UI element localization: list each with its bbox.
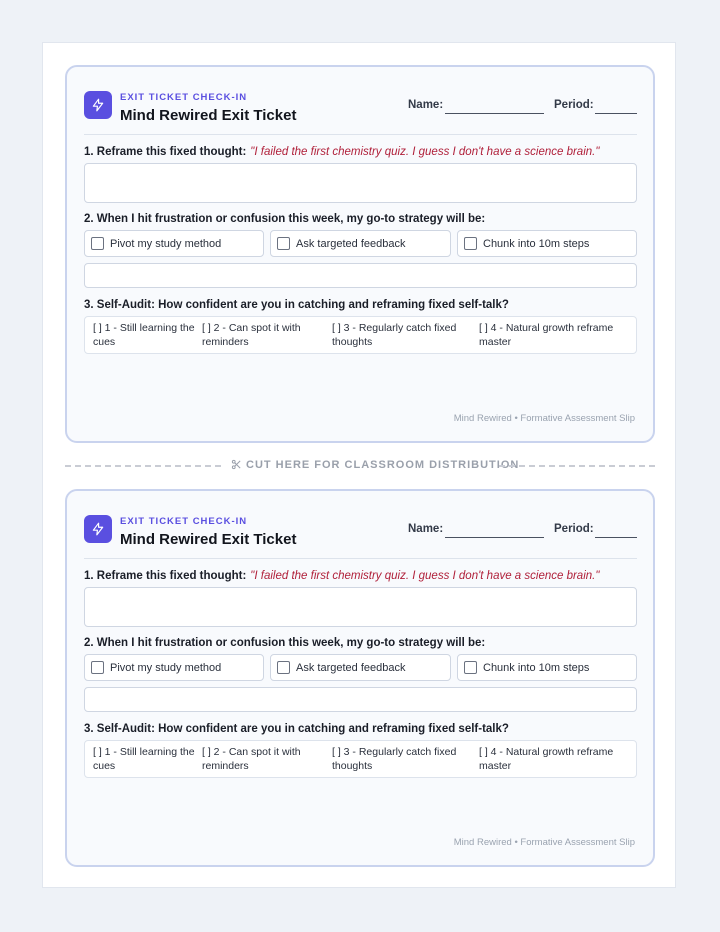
ticket-title: Mind Rewired Exit Ticket xyxy=(120,107,297,124)
cut-label xyxy=(231,459,520,471)
option-label: Ask targeted feedback xyxy=(296,661,406,674)
checkbox[interactable] xyxy=(91,661,104,674)
period-field[interactable] xyxy=(595,113,637,114)
checkbox[interactable] xyxy=(91,237,104,250)
scissors-icon xyxy=(231,459,246,471)
name-field[interactable] xyxy=(445,113,544,114)
dashed-divider xyxy=(65,465,221,467)
ticket-footer: Mind Rewired • Formative Assessment Slip xyxy=(453,837,635,848)
question-1 xyxy=(84,570,599,582)
checkbox[interactable] xyxy=(464,661,477,674)
confidence-scale xyxy=(84,316,637,354)
confidence-scale xyxy=(84,740,637,778)
question-1 xyxy=(84,146,599,158)
checkbox[interactable] xyxy=(464,237,477,250)
ticket-kicker: EXIT TICKET CHECK-IN xyxy=(120,516,248,527)
option-label: Chunk into 10m steps xyxy=(483,661,590,674)
cut-label-text: CUT HERE FOR CLASSROOM DISTRIBUTION xyxy=(246,459,520,471)
reframe-answer-box[interactable] xyxy=(84,587,637,627)
header-divider xyxy=(84,134,637,135)
ticket-title: Mind Rewired Exit Ticket xyxy=(120,531,297,548)
scale-option-1[interactable]: [ ] 1 - Still learning the cues xyxy=(93,322,195,348)
ticket-footer: Mind Rewired • Formative Assessment Slip xyxy=(453,413,635,424)
exit-ticket-card xyxy=(65,65,655,443)
fixed-thought-quote: "I failed the first chemistry quiz. I guess I don't have a science brain." xyxy=(250,570,600,582)
checkbox[interactable] xyxy=(277,237,290,250)
period-label: Period: xyxy=(554,99,594,111)
option-ask-targeted-feedback[interactable] xyxy=(270,654,451,681)
strategy-answer-box[interactable] xyxy=(84,687,637,712)
scale-option-4[interactable]: [ ] 4 - Natural growth reframe master xyxy=(479,746,614,772)
lightning-icon xyxy=(84,91,112,119)
question-3-label: 3. Self-Audit: How confident are you in catching and reframing fixed self-talk? xyxy=(84,299,509,311)
option-label: Pivot my study method xyxy=(110,661,222,674)
exit-ticket-card xyxy=(65,489,655,867)
period-field[interactable] xyxy=(595,537,637,538)
scale-option-2[interactable]: [ ] 2 - Can spot it with reminders xyxy=(202,746,301,772)
question-2-label: 2. When I hit frustration or confusion this week, my go-to strategy will be: xyxy=(84,637,486,649)
period-label: Period: xyxy=(554,523,594,535)
lightning-icon xyxy=(84,515,112,543)
question-1-label: 1. Reframe this fixed thought: xyxy=(84,146,247,158)
cut-line xyxy=(65,457,655,475)
name-label: Name: xyxy=(408,99,444,111)
scale-option-1[interactable]: [ ] 1 - Still learning the cues xyxy=(93,746,195,772)
reframe-answer-box[interactable] xyxy=(84,163,637,203)
option-pivot-study-method[interactable] xyxy=(84,654,264,681)
question-2-label: 2. When I hit frustration or confusion this week, my go-to strategy will be: xyxy=(84,213,486,225)
option-chunk-steps[interactable] xyxy=(457,230,637,257)
scale-option-3[interactable]: [ ] 3 - Regularly catch fixed thoughts xyxy=(332,746,457,772)
option-label: Pivot my study method xyxy=(110,237,222,250)
scale-option-2[interactable]: [ ] 2 - Can spot it with reminders xyxy=(202,322,301,348)
checkbox[interactable] xyxy=(277,661,290,674)
strategy-answer-box[interactable] xyxy=(84,263,637,288)
question-3-label: 3. Self-Audit: How confident are you in catching and reframing fixed self-talk? xyxy=(84,723,509,735)
scale-option-3[interactable]: [ ] 3 - Regularly catch fixed thoughts xyxy=(332,322,457,348)
fixed-thought-quote: "I failed the first chemistry quiz. I guess I don't have a science brain." xyxy=(250,146,600,158)
option-ask-targeted-feedback[interactable] xyxy=(270,230,451,257)
option-pivot-study-method[interactable] xyxy=(84,230,264,257)
option-label: Chunk into 10m steps xyxy=(483,237,590,250)
option-label: Ask targeted feedback xyxy=(296,237,406,250)
question-1-label: 1. Reframe this fixed thought: xyxy=(84,570,247,582)
scale-option-4[interactable]: [ ] 4 - Natural growth reframe master xyxy=(479,322,614,348)
name-field[interactable] xyxy=(445,537,544,538)
dashed-divider xyxy=(499,465,655,467)
header-divider xyxy=(84,558,637,559)
ticket-kicker: EXIT TICKET CHECK-IN xyxy=(120,92,248,103)
option-chunk-steps[interactable] xyxy=(457,654,637,681)
worksheet-page xyxy=(42,42,676,888)
name-label: Name: xyxy=(408,523,444,535)
